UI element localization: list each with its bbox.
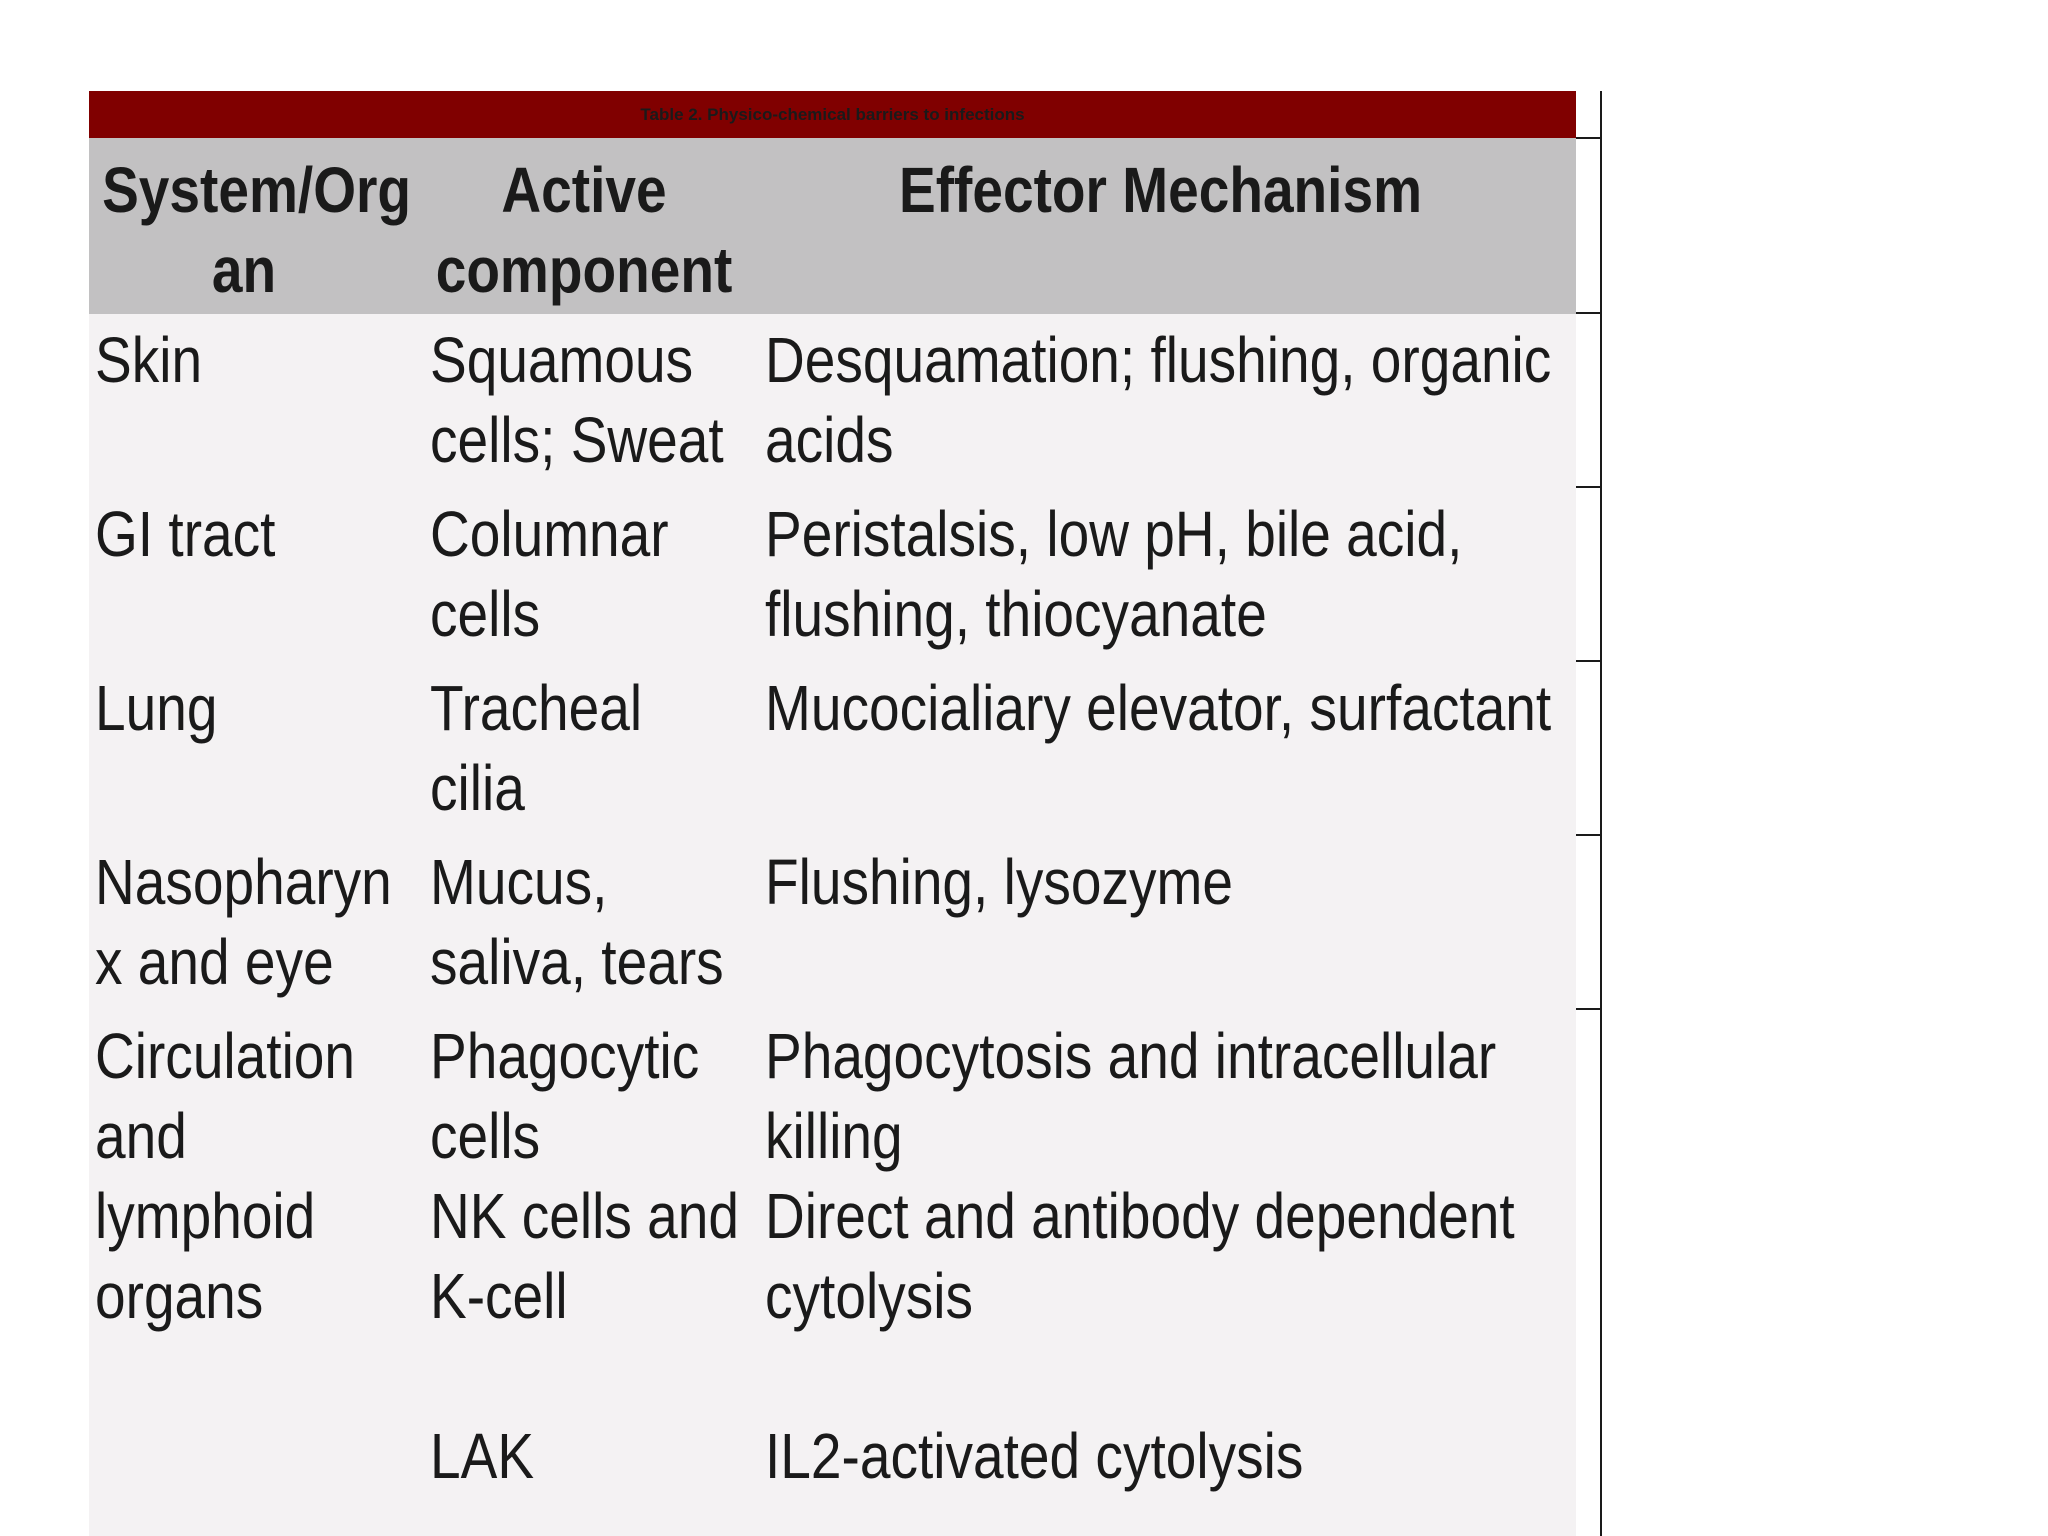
cell-line: killing bbox=[765, 1100, 903, 1172]
header-system-line-2: an bbox=[211, 234, 277, 306]
cell-component bbox=[430, 320, 724, 480]
table-title-text: Table 2. Physico-chemical barriers to infections bbox=[640, 104, 1025, 124]
cell-system bbox=[95, 494, 275, 574]
header-system-line-1: System/Org bbox=[102, 154, 412, 226]
table-title bbox=[89, 91, 1576, 138]
table-right-border bbox=[1600, 91, 1602, 1536]
cell-line: Peristalsis, low pH, bile acid, bbox=[765, 498, 1463, 570]
cell-line: Desquamation; flushing, organic bbox=[765, 324, 1552, 396]
cell-line: NK cells and bbox=[430, 1180, 739, 1252]
cell-system bbox=[95, 668, 217, 748]
cell-line: saliva, tears bbox=[430, 926, 724, 998]
cell-line: Columnar bbox=[430, 498, 669, 570]
cell-line: organs bbox=[95, 1260, 264, 1332]
cell-component bbox=[430, 494, 669, 654]
cell-line: Circulation bbox=[95, 1020, 356, 1092]
row-divider-tick bbox=[1576, 1008, 1602, 1010]
row-divider-tick bbox=[1576, 486, 1602, 488]
row-divider-tick bbox=[1576, 312, 1602, 314]
cell-line: and bbox=[95, 1100, 187, 1172]
cell-system bbox=[95, 842, 392, 1002]
cell-mechanism bbox=[765, 1016, 1515, 1496]
cell-line: flushing, thiocyanate bbox=[765, 578, 1267, 650]
cell-mechanism bbox=[765, 668, 1551, 748]
cell-line: Direct and antibody dependent bbox=[765, 1180, 1515, 1252]
cell-line: K-cell bbox=[430, 1260, 568, 1332]
header-active-component bbox=[434, 150, 735, 310]
cell-line: x and eye bbox=[95, 926, 334, 998]
cell-line: cytolysis bbox=[765, 1260, 973, 1332]
cell-system bbox=[95, 1016, 355, 1336]
cell-line: cells; Sweat bbox=[430, 404, 724, 476]
cell-line: IL2-activated cytolysis bbox=[765, 1420, 1304, 1492]
cell-spacer bbox=[430, 1336, 739, 1416]
cell-line: cilia bbox=[430, 752, 525, 824]
cell-line: Nasopharyn bbox=[95, 846, 392, 918]
cell-line: Lung bbox=[95, 672, 218, 744]
cell-line: Flushing, lysozyme bbox=[765, 846, 1234, 918]
cell-line: Mucus, bbox=[430, 846, 608, 918]
row-divider-tick bbox=[1576, 834, 1602, 836]
header-effector-mechanism bbox=[899, 150, 1587, 230]
cell-line: Tracheal bbox=[430, 672, 643, 744]
cell-mechanism bbox=[765, 494, 1462, 654]
row-divider-tick bbox=[1576, 660, 1602, 662]
cell-system bbox=[95, 320, 202, 400]
cell-line: cells bbox=[430, 1100, 541, 1172]
cell-line: Skin bbox=[95, 324, 203, 396]
cell-spacer bbox=[765, 1336, 1515, 1416]
cell-line: Phagocytosis and intracellular bbox=[765, 1020, 1497, 1092]
table-header-row bbox=[89, 138, 1576, 314]
cell-line: cells bbox=[430, 578, 541, 650]
cell-component bbox=[430, 842, 724, 1002]
header-mechanism-line-1: Effector Mechanism bbox=[899, 154, 1423, 226]
physico-chemical-barriers-table bbox=[89, 91, 1576, 1536]
row-divider-tick bbox=[1576, 137, 1602, 139]
header-component-line-1: Active bbox=[501, 154, 667, 226]
cell-mechanism bbox=[765, 842, 1233, 922]
cell-line: Phagocytic bbox=[430, 1020, 700, 1092]
cell-component bbox=[430, 668, 642, 828]
cell-line: lymphoid bbox=[95, 1180, 316, 1252]
cell-line: LAK bbox=[430, 1420, 535, 1492]
header-component-line-2: component bbox=[435, 234, 733, 306]
cell-line: acids bbox=[765, 404, 894, 476]
cell-line: Squamous bbox=[430, 324, 694, 396]
cell-mechanism bbox=[765, 320, 1551, 480]
cell-line: GI tract bbox=[95, 498, 276, 570]
header-system-organ bbox=[102, 150, 412, 310]
cell-component bbox=[430, 1016, 739, 1496]
cell-line: Mucocialiary elevator, surfactant bbox=[765, 672, 1552, 744]
